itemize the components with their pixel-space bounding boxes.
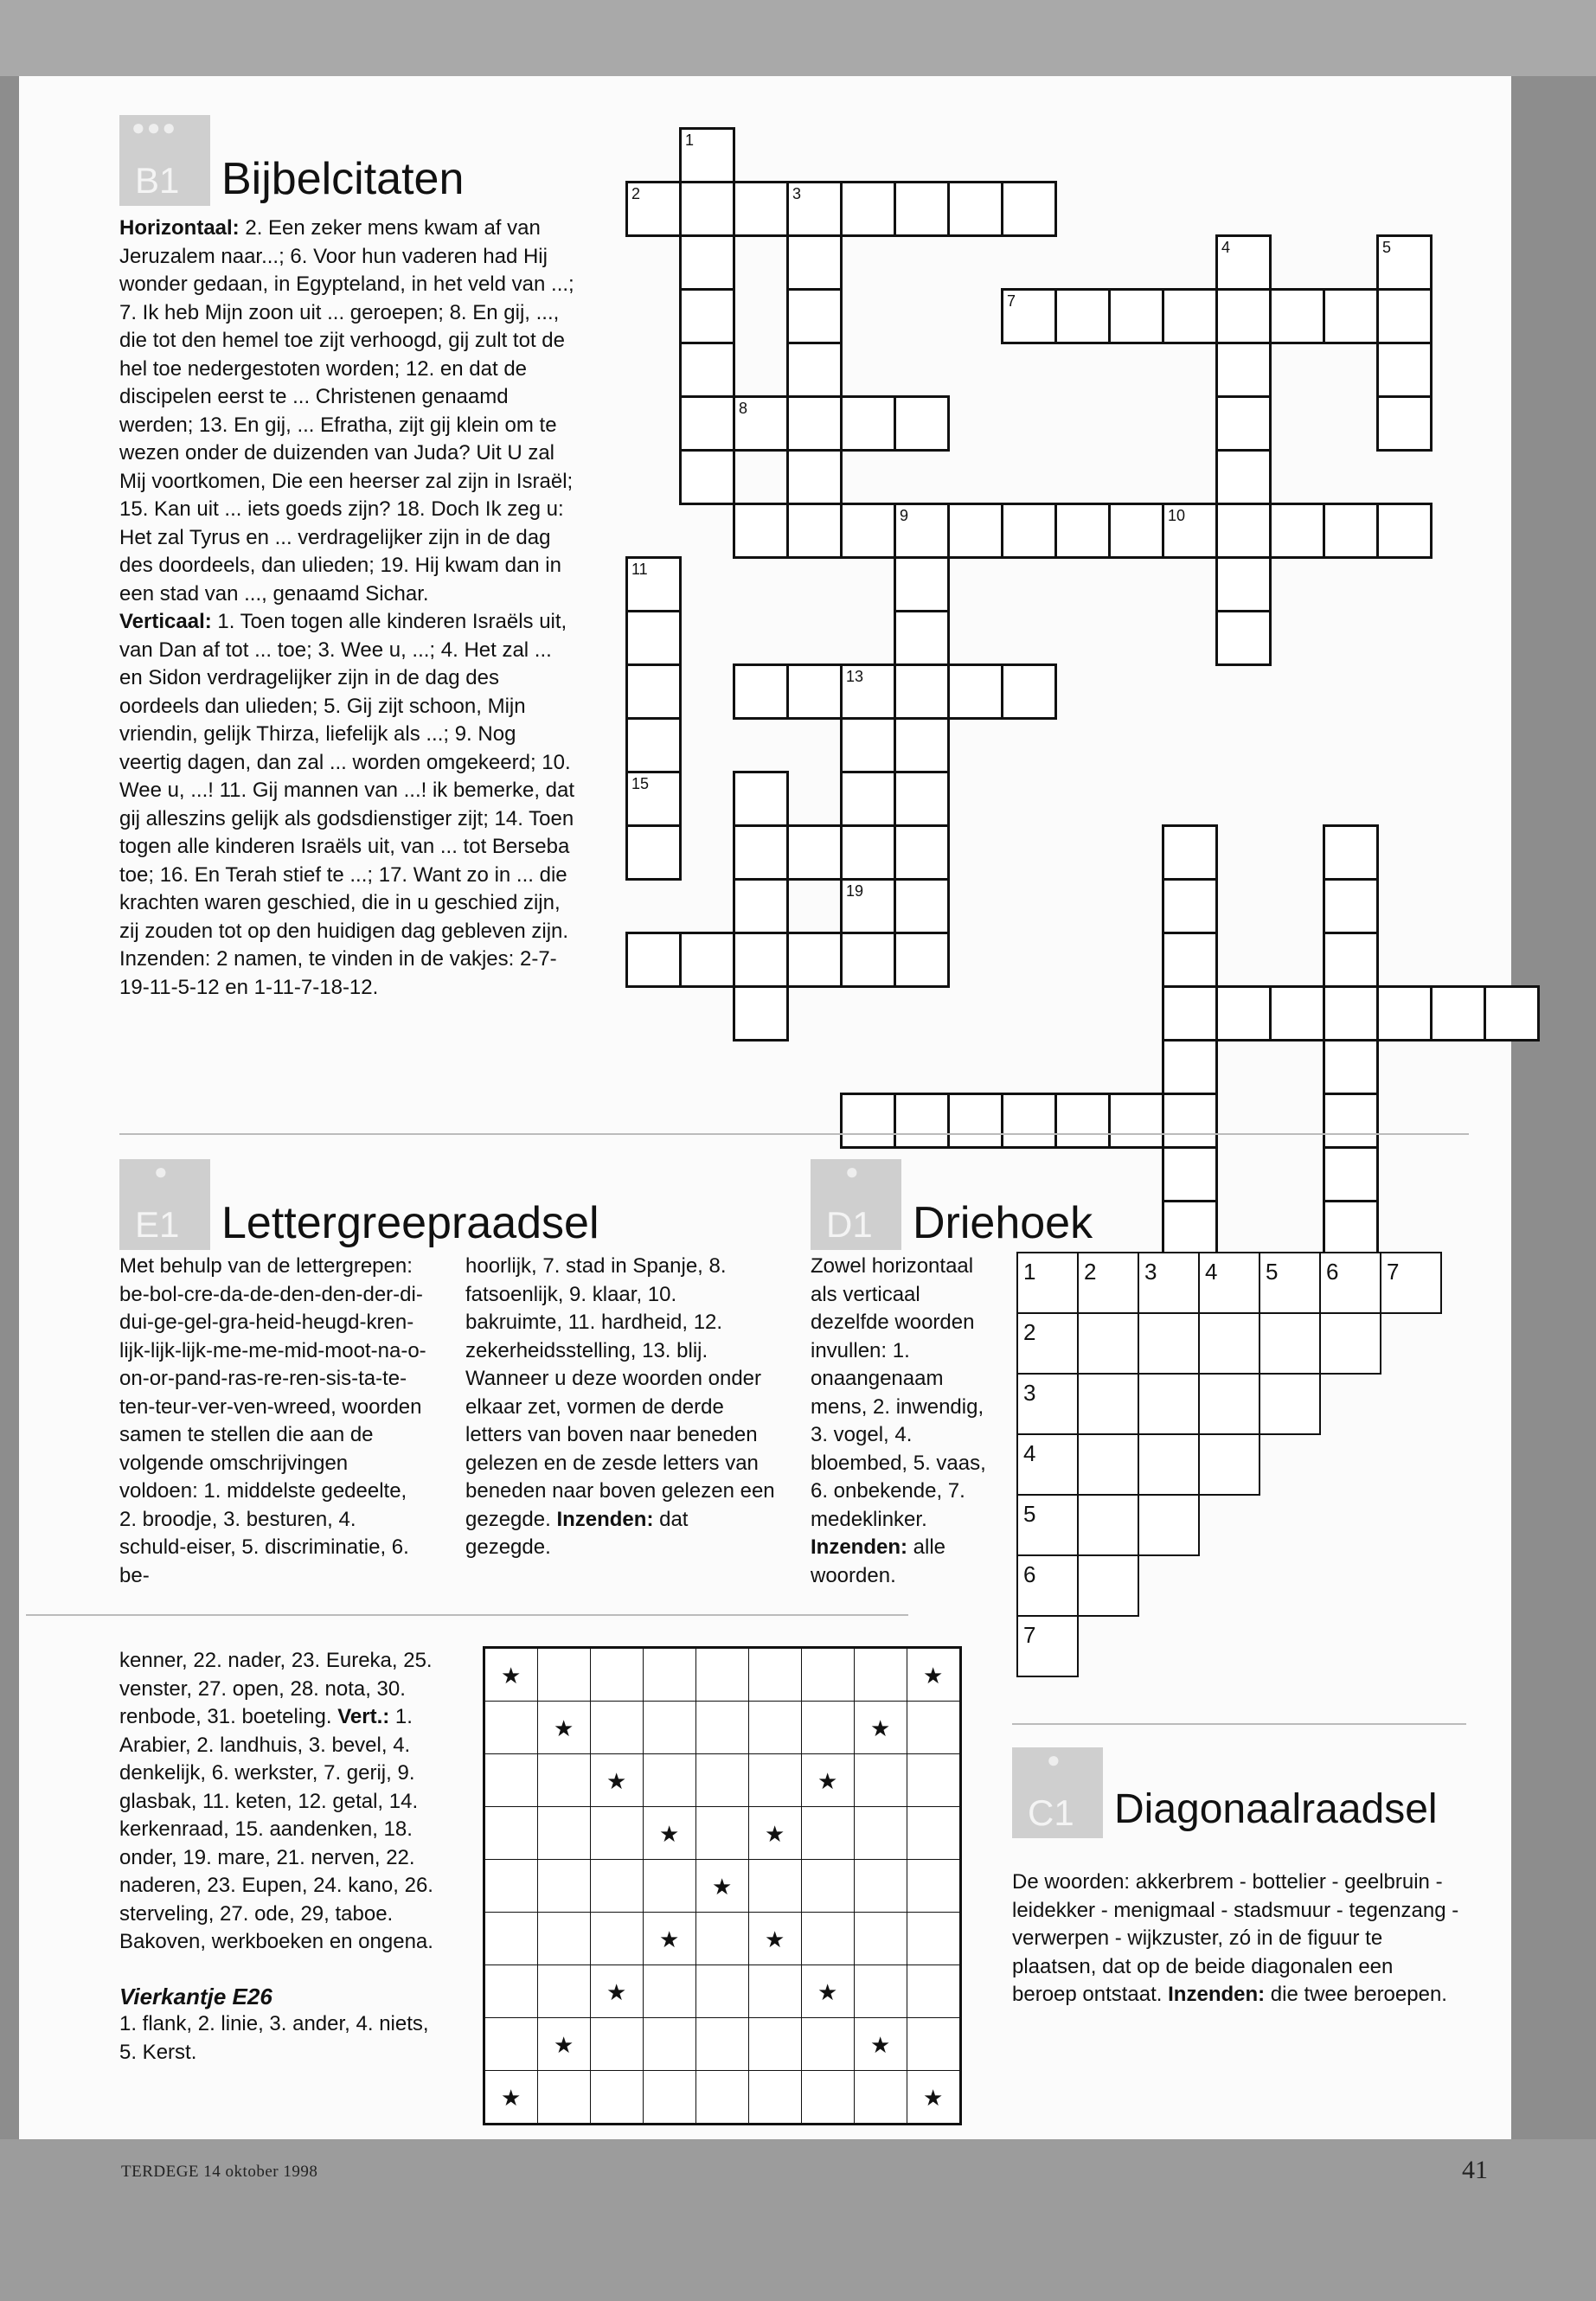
triangle-cell-number: 6	[1023, 1561, 1036, 1587]
triangle-cell	[1077, 1494, 1139, 1556]
crossword-cell	[1215, 395, 1272, 452]
b1-vertical-clues: 1. Toen togen alle kinderen Israëls uit, van Dan af tot ... toe; 3. Wee u, ...; 4. Het zal ... en Sidon verdragelijker zijn in de dag des oordeels dan ulieden; 5. Gij zijt schoon, Mijn vriendin, gelijk Thirza, liefelijk als ...; 9. Nog veertig dagen, dan zal ... worden omgekeerd; 10. Wee u, ...! 11. Gij mannen van ...! ik bemerke, dat gij alleszins gelijk als godsdienstiger zijt; 14. Toen togen alle kinderen Israëls uit, van ... tot Berseba toe; 16. En Terah stief te ...; 17. Want zo in ... die krachten waren geschied, die in u geschied zijn, zij zouden tot op den huidigen dag gebleven zijn.	[119, 610, 575, 943]
c1-text	[1012, 1868, 1462, 2009]
crossword-cell	[1162, 1200, 1218, 1256]
triangle-cell	[1138, 1494, 1200, 1556]
crossword-cell	[625, 824, 682, 881]
crossword-cell	[1323, 878, 1379, 934]
crossword-cell	[947, 503, 1003, 559]
e1-submit-label: Inzenden:	[556, 1507, 654, 1531]
e1-text-col1: Met behulp van de lettergrepen: be-bol-cre-da-de-den-den-der-di-dui-ge-gel-gra-heid-heugd-kren-lijk-lijk-lijk-me-me-mid-moot-na-o-on-or-pand-ras-re-ren-sis-ta-te-ten-teur-ver-ven-wreed, woorden samen te stellen die aan de volgende omschrijvingen voldoen: 1. middelste gedeelte, 2. broodje, 3. besturen, 4. schuld-eiser, 5. discriminatie, 6. be-	[119, 1254, 426, 1587]
triangle-cell	[1198, 1252, 1260, 1314]
top-band	[0, 0, 1596, 76]
crossword-cell	[1269, 503, 1325, 559]
crossword-cell	[894, 663, 950, 720]
crossword-cell	[1215, 234, 1272, 291]
crossword-cell	[894, 932, 950, 988]
star-icon: ★	[923, 1663, 944, 1689]
crossword-cell	[840, 878, 896, 934]
triangle-cell	[1259, 1312, 1321, 1375]
triangle-cell	[1016, 1312, 1079, 1375]
triangle-cell	[1138, 1252, 1200, 1314]
crossword-cell	[786, 342, 843, 398]
crossword-cell	[1215, 288, 1272, 344]
crossword-cell	[1323, 503, 1379, 559]
triangle-cell	[1016, 1252, 1079, 1314]
crossword-cell	[786, 824, 843, 881]
crossword-cell	[625, 556, 682, 612]
crossword-cell	[733, 503, 789, 559]
crossword-cell	[1162, 288, 1218, 344]
crossword-cell	[947, 181, 1003, 237]
crossword-cell	[1162, 1146, 1218, 1202]
crossword-cell	[1215, 503, 1272, 559]
c1-instructions: De woorden: akkerbrem - bottelier - geelbruin - leidekker - menigmaal - stadsmuur - tegenzang - verwerpen - wijkzuster, zó in de figuur te plaatsen, dat op de beide diagonalen een beroep ontstaat.	[1012, 1870, 1459, 2006]
triangle-cell	[1198, 1373, 1260, 1435]
crossword-cell	[786, 181, 843, 237]
b1-submit: Inzenden: 2 namen, te vinden in de vakjes: 2-7-19-11-5-12 en 1-11-7-18-12.	[119, 947, 557, 999]
crossword-cell-number: 8	[739, 400, 748, 417]
crossword-cell	[625, 717, 682, 773]
crossword-cell	[1376, 985, 1433, 1042]
d1-header	[811, 1159, 1157, 1250]
crossword-cell	[679, 234, 735, 291]
d1-dots: ●	[845, 1158, 861, 1184]
d1-code: D1	[826, 1204, 873, 1245]
solutions-vert-label: Vert.:	[337, 1705, 390, 1728]
c1-submit-label: Inzenden:	[1168, 1983, 1266, 2006]
crossword-cell	[1108, 1093, 1164, 1149]
diagonal-grid-frame	[483, 1646, 962, 2125]
footer-page-number: 41	[1462, 2156, 1488, 2184]
crossword-cell	[1376, 503, 1433, 559]
crossword-cell	[1001, 1093, 1057, 1149]
crossword-cell	[947, 1093, 1003, 1149]
crossword-cell	[1054, 288, 1111, 344]
triangle-cell	[1016, 1615, 1079, 1677]
crossword-cell	[679, 395, 735, 452]
crossword-cell	[1001, 663, 1057, 720]
footer-publication: TERDEGE 14 oktober 1998	[121, 2163, 318, 2181]
d1-title: Driehoek	[913, 1198, 1093, 1248]
triangle-cell-number: 7	[1387, 1259, 1400, 1285]
triangle-cell	[1077, 1373, 1139, 1435]
crossword-cell	[840, 503, 896, 559]
triangle-cell-number: 4	[1205, 1259, 1218, 1285]
crossword-cell	[947, 663, 1003, 720]
triangle-cell	[1138, 1312, 1200, 1375]
triangle-cell-number: 1	[1023, 1259, 1036, 1285]
star-icon: ★	[659, 1821, 680, 1847]
crossword-cell	[679, 288, 735, 344]
b1-tag	[119, 115, 210, 206]
solutions	[119, 1647, 439, 2067]
triangle-cell-number: 4	[1023, 1440, 1036, 1466]
d1-submit: alle woorden.	[811, 1535, 946, 1587]
d1-tag	[811, 1159, 901, 1250]
crossword-cell	[1215, 610, 1272, 666]
crossword-cell	[1162, 985, 1218, 1042]
triangle-cell	[1319, 1252, 1381, 1314]
crossword-cell	[1323, 824, 1379, 881]
crossword-cell	[840, 771, 896, 827]
crossword-cell	[894, 610, 950, 666]
crossword-cell	[786, 932, 843, 988]
star-icon: ★	[765, 1926, 785, 1952]
crossword-cell-number: 5	[1382, 239, 1392, 256]
crossword-cell	[1323, 1039, 1379, 1095]
divider-3	[1012, 1723, 1466, 1725]
star-icon: ★	[501, 2085, 522, 2111]
crossword-cell	[894, 1093, 950, 1149]
crossword-cell-number: 7	[1007, 292, 1016, 310]
crossword-cell	[894, 395, 950, 452]
crossword-cell	[1215, 556, 1272, 612]
star-icon: ★	[501, 1663, 522, 1689]
divider-2	[26, 1614, 908, 1616]
star-icon: ★	[554, 2032, 574, 2058]
e1-submit: dat gezegde.	[465, 1507, 689, 1559]
triangle-cell-number: 5	[1023, 1501, 1036, 1527]
triangle-cell	[1077, 1252, 1139, 1314]
vierkantje-solution: 1. flank, 2. linie, 3. ander, 4. niets, 5. Kerst.	[119, 2012, 429, 2064]
crossword-cell	[1108, 288, 1164, 344]
crossword-cell	[733, 932, 789, 988]
c1-submit: die twee beroepen.	[1265, 1983, 1447, 2006]
crossword-cell	[679, 449, 735, 505]
crossword-cell	[679, 342, 735, 398]
triangle-cell	[1016, 1433, 1079, 1496]
crossword-cell	[625, 663, 682, 720]
crossword-cell-number: 2	[631, 185, 641, 202]
crossword-cell	[894, 878, 950, 934]
triangle-cell-number: 6	[1326, 1259, 1339, 1285]
crossword-cell	[1215, 449, 1272, 505]
crossword-cell	[733, 771, 789, 827]
crossword-cell	[1269, 288, 1325, 344]
b1-header	[119, 114, 641, 206]
triangle-cell-number: 3	[1023, 1380, 1036, 1406]
crossword-cell	[840, 824, 896, 881]
e1-dots: ●	[154, 1158, 170, 1184]
e1-title: Lettergreepraadsel	[221, 1198, 599, 1248]
triangle-cell	[1016, 1494, 1079, 1556]
crossword-cell	[1162, 1093, 1218, 1149]
star-icon: ★	[870, 1715, 891, 1741]
crossword-cell	[625, 771, 682, 827]
crossword-cell	[840, 663, 896, 720]
divider	[119, 1133, 1469, 1135]
star-icon: ★	[554, 1715, 574, 1741]
crossword-cell-number: 10	[1168, 507, 1186, 524]
b1-title: Bijbelcitaten	[221, 154, 465, 204]
crossword-cell	[679, 181, 735, 237]
crossword-cell	[840, 932, 896, 988]
d1-instructions: Zowel horizontaal als verticaal dezelfde woorden invullen: 1. onaangenaam mens, 2. inwendig, 3. vogel, 4. bloembed, 5. vaas, 6. onbekende, 7. medeklinker.	[811, 1254, 986, 1531]
crossword-cell	[1108, 503, 1164, 559]
crossword-cell	[840, 717, 896, 773]
crossword-cell-number: 15	[631, 775, 650, 792]
crossword-cell	[1001, 288, 1057, 344]
crossword-cell-number: 3	[792, 185, 802, 202]
triangle-cell	[1077, 1312, 1139, 1375]
crossword-cell	[894, 181, 950, 237]
star-icon: ★	[659, 1926, 680, 1952]
crossword-cell	[894, 771, 950, 827]
crossword-cell	[1323, 932, 1379, 988]
b1-vertical-label: Verticaal:	[119, 610, 212, 633]
b1-horizontal-label: Horizontaal:	[119, 216, 240, 240]
crossword-cell	[1323, 288, 1379, 344]
e1-col2: hoorlijk, 7. stad in Spanje, 8. fatsoenlijk, 9. klaar, 10. bakruimte, 11. hardheid, 12. zekerheidsstelling, 13. blij. Wanneer u deze woorden onder elkaar zet, vormen de derde letters van boven naar beneden gelezen en de zesde letters van beneden naar boven gelezen een gezegde.	[465, 1254, 775, 1531]
crossword-cell	[840, 395, 896, 452]
crossword-cell	[1376, 288, 1433, 344]
crossword-cell	[733, 824, 789, 881]
triangle-cell	[1259, 1252, 1321, 1314]
vierkantje-title: Vierkantje E26	[119, 1983, 272, 2009]
crossword-cell	[1001, 503, 1057, 559]
crossword-cell-number: 9	[900, 507, 909, 524]
crossword-cell	[1162, 503, 1218, 559]
crossword-cell	[1323, 1146, 1379, 1202]
crossword-cell	[1376, 342, 1433, 398]
e1-header	[119, 1159, 725, 1250]
crossword-cell	[1269, 985, 1325, 1042]
triangle-cell	[1198, 1433, 1260, 1496]
crossword-cell	[1054, 1093, 1111, 1149]
triangle-cell-number: 2	[1084, 1259, 1097, 1285]
crossword-cell	[786, 503, 843, 559]
crossword-cell	[1323, 985, 1379, 1042]
solutions-text-2: 1. Arabier, 2. landhuis, 3. bevel, 4. denkelijk, 6. werkster, 7. gerij, 9. glasbak, 11. keten, 12. getal, 14. kerkenraad, 15. aandenken, 18. onder, 19. mare, 21. nerven, 22. naderen, 23. Eupen, 24. kano, 26. sterveling, 27. ode, 29, taboe.	[119, 1705, 433, 1926]
e1-code: E1	[135, 1204, 180, 1245]
triangle-cell	[1319, 1312, 1381, 1375]
crossword-cell	[1162, 1039, 1218, 1095]
d1-submit-label: Inzenden:	[811, 1535, 907, 1559]
crossword-cell	[625, 932, 682, 988]
b1-dots: ●●●	[131, 114, 178, 140]
crossword-cell	[1484, 985, 1540, 1042]
triangle-cell-number: 5	[1266, 1259, 1279, 1285]
crossword-cell	[733, 181, 789, 237]
crossword-cell	[894, 503, 950, 559]
triangle-cell	[1016, 1373, 1079, 1435]
crossword-cell-number: 19	[846, 882, 864, 900]
e1-text-col2	[465, 1253, 777, 1562]
crossword-cell	[1376, 395, 1433, 452]
c1-header	[1012, 1747, 1497, 1838]
crossword-cell	[1323, 1200, 1379, 1256]
crossword-cell-number: 1	[685, 131, 695, 149]
c1-title: Diagonaalraadsel	[1114, 1786, 1438, 1832]
crossword-cell	[786, 395, 843, 452]
triangle-cell	[1016, 1554, 1079, 1617]
crossword-cell	[1054, 503, 1111, 559]
triangle-cell	[1077, 1433, 1139, 1496]
crossword-cell	[894, 717, 950, 773]
b1-code: B1	[135, 160, 180, 201]
e1-tag	[119, 1159, 210, 1250]
crossword-cell	[1162, 878, 1218, 934]
star-icon: ★	[712, 1874, 733, 1900]
crossword-cell	[840, 181, 896, 237]
crossword-cell	[679, 127, 735, 183]
crossword-cell	[1162, 824, 1218, 881]
b1-clues	[119, 215, 578, 1002]
c1-tag	[1012, 1747, 1103, 1838]
star-icon: ★	[606, 1768, 627, 1794]
crossword-cell	[733, 395, 789, 452]
triangle-cell	[1138, 1373, 1200, 1435]
crossword-cell-number: 11	[631, 561, 648, 578]
crossword-cell	[840, 1093, 896, 1149]
b1-horizontal-clues: 2. Een zeker mens kwam af van Jeruzalem naar...; 6. Voor hun vaderen had Hij wonder gedaan, in Egypteland, in het veld van ...; 7. Ik heb Mijn zoon uit ... geroepen; 8. En gij, ..., die tot den hemel toe zijt verhoogd, gij zult tot de hel toe nedergestoten worden; 12. en dat de discipelen eerst te ... Christenen genaamd werden; 13. En gij, ... Efratha, zijt gij klein om te wezen onder de duizenden van Juda? Uit U zal Mij voortkomen, Die een heerser zal zijn in Israël; 15. Kan uit ... iets goeds zijn? 18. Doch Ik zeg u: Het zal Tyrus en ... verdragelijker zijn in de dag des doordeels, dan ulieden; 19. Hij kwam dan in een stad van ..., genaamd Sichar.	[119, 216, 574, 606]
d1-text	[811, 1253, 997, 1590]
triangle-cell	[1138, 1433, 1200, 1496]
crossword-cell	[786, 288, 843, 344]
star-icon: ★	[765, 1821, 785, 1847]
crossword-cell	[786, 663, 843, 720]
triangle-cell	[1077, 1554, 1139, 1617]
crossword-cell	[1162, 932, 1218, 988]
solutions-text-1: kenner, 22. nader, 23. Eureka, 25. venster, 27. open, 28. nota, 30. renbode, 31. boeteling.	[119, 1649, 433, 1728]
triangle-cell-number: 3	[1144, 1259, 1157, 1285]
crossword-cell	[786, 449, 843, 505]
crossword-cell	[1376, 234, 1433, 291]
crossword-cell	[733, 663, 789, 720]
crossword-cell-number: 13	[846, 668, 864, 685]
c1-dots: ●	[1047, 1747, 1062, 1772]
star-icon: ★	[817, 1768, 838, 1794]
crossword-cell	[1215, 342, 1272, 398]
triangle-cell-number: 7	[1023, 1622, 1036, 1648]
triangle-cell-number: 2	[1023, 1319, 1036, 1345]
solutions-text-3: Bakoven, werkboeken en ongena.	[119, 1930, 433, 1953]
crossword-cell	[625, 181, 682, 237]
star-icon: ★	[817, 1979, 838, 2005]
triangle-cell	[1380, 1252, 1442, 1314]
c1-code: C1	[1028, 1792, 1074, 1833]
crossword-cell	[1430, 985, 1486, 1042]
crossword-cell	[894, 556, 950, 612]
crossword-cell	[1001, 181, 1057, 237]
crossword-cell-number: 4	[1221, 239, 1231, 256]
crossword-cell	[733, 985, 789, 1042]
star-icon: ★	[870, 2032, 891, 2058]
crossword-cell	[625, 610, 682, 666]
crossword-cell	[1215, 985, 1272, 1042]
star-icon: ★	[923, 2085, 944, 2111]
triangle-cell	[1259, 1373, 1321, 1435]
star-icon: ★	[606, 1979, 627, 2005]
crossword-cell	[786, 234, 843, 291]
triangle-cell	[1198, 1312, 1260, 1375]
crossword-cell	[894, 824, 950, 881]
crossword-cell	[679, 932, 735, 988]
crossword-cell	[733, 878, 789, 934]
crossword-cell	[1323, 1093, 1379, 1149]
